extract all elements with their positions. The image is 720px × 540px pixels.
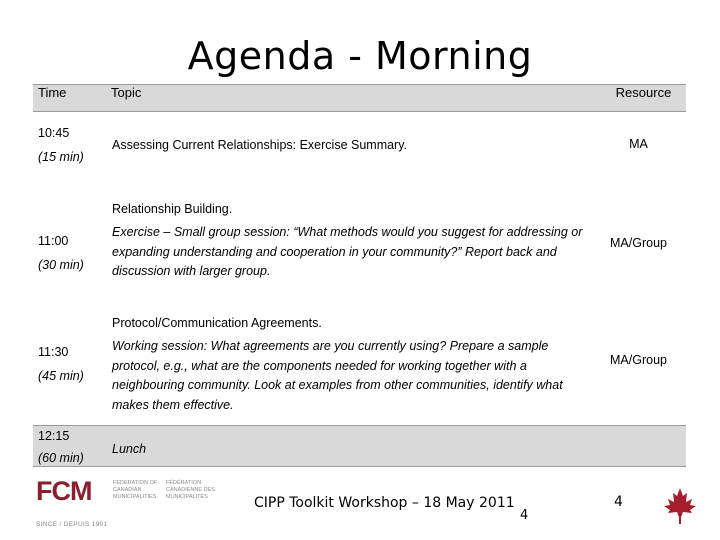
footer-slide-number: 4 [520, 508, 529, 523]
table-row [33, 311, 686, 426]
fcm-logo-french: FÉDÉRATION CANADIENNE DES MUNICIPALITÉS [166, 480, 215, 500]
time-cell [33, 200, 106, 311]
topic-body: Lunch [112, 442, 147, 456]
start-time: 10:45 [38, 126, 70, 140]
column-header-time: Time [33, 85, 106, 112]
table-row [33, 112, 686, 200]
time-cell [33, 426, 106, 467]
fcm-since-text: SINCE / DEPUIS 1901 [36, 521, 108, 528]
footer-page-number: 4 [614, 494, 623, 510]
resource-cell: MA [629, 137, 648, 151]
resource-cell: MA/Group [610, 235, 667, 250]
footer-workshop-title: CIPP Toolkit Workshop – 18 May 2011 [254, 495, 515, 511]
fcm-logo-text: FCM [36, 476, 92, 506]
table-row-lunch [33, 426, 686, 467]
fcm-logo [36, 476, 215, 528]
start-time: 11:30 [38, 344, 69, 359]
topic-body: Exercise – Small group session: “What methods would you suggest for addressing or expanding understanding and cooperation in your community?” Report back and discussion with larger group. [112, 225, 583, 278]
start-time: 11:00 [38, 233, 69, 248]
topic-heading: Protocol/Communication Agreements. [112, 315, 322, 330]
resource-cell: MA/Group [610, 352, 667, 367]
maple-leaf-icon [663, 487, 697, 530]
time-cell [33, 112, 106, 200]
agenda-table [33, 84, 686, 467]
topic-cell [106, 311, 591, 426]
topic-heading: Relationship Building. [112, 201, 233, 216]
topic-cell [106, 426, 591, 467]
duration: (30 min) [38, 257, 84, 272]
topic-cell [106, 200, 591, 311]
duration: (45 min) [38, 368, 84, 383]
duration: (15 min) [38, 150, 84, 164]
duration: (60 min) [38, 451, 84, 465]
time-cell [33, 311, 106, 426]
start-time: 12:15 [38, 429, 70, 443]
table-header-row [33, 85, 686, 112]
topic-cell [106, 112, 591, 200]
column-header-topic: Topic [106, 85, 591, 112]
fcm-logo-english: FEDERATION OF CANADIAN MUNICIPALITIES [113, 480, 158, 500]
topic-body: Assessing Current Relationships: Exercise Summary. [112, 138, 408, 152]
table-row [33, 200, 686, 311]
column-header-resource: Resource [591, 85, 686, 112]
topic-body: Working session: What agreements are you currently using? Prepare a sample protocol, e.g., what are the components needed for working together with a neighbouring community. Look at examples from other communities, identify what makes them effective. [112, 339, 563, 412]
page-title: Agenda - Morning [187, 34, 533, 78]
resource-cell [591, 426, 686, 467]
